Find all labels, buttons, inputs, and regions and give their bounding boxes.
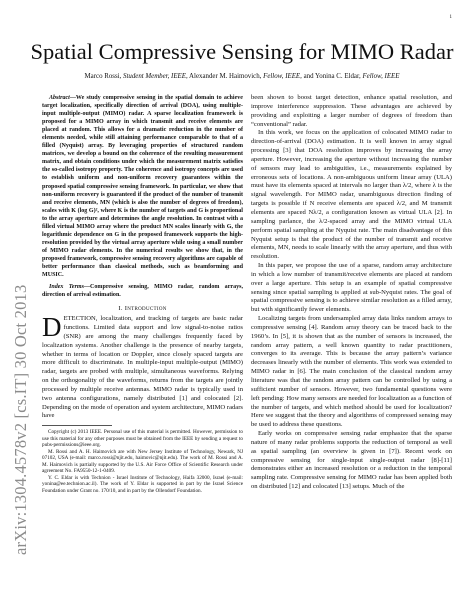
index-terms — [42, 283, 243, 299]
author-1: Marco Rossi, — [84, 73, 122, 80]
body-paragraph: Early works on compressive sensing radar emphasize that the sparse nature of many radar problems supports the reduction of temporal as well as spatial sampling (an overview is given in [7]). Recent work on compressive sensing for single-input single-output radar [8]-[11] demonstrates either an increased resolution or a reduction in the temporal sampling rate. Compressive sensing for MIMO radar has been applied both on distributed [12] and colocated [13] setups. Much of the — [251, 430, 452, 491]
page-number: 1 — [449, 15, 452, 20]
intro-paragraph — [42, 312, 243, 421]
body-paragraph: Localizing targets from undersampled array data links random arrays to compressive sensing [4]. Random array theory can be traced back to the 1960’s. In [5], it is shown that as the number of sensors is increased, the random array pattern, a well known quantity to radar practitioners, converges to its average. This is because the array pattern’s variance decreases linearly with the number of elements. This work was extended to MIMO radar in [6]. The main conclusion of the classical random array literature was that the random array pattern can be controlled by using a sufficient number of sensors. However, two fundamental questions were left pending: How many sensors are needed for localization as a function of the number of targets, and which method should be used for localization? Here we suggest that the theory and algorithms of compressed sensing may be used to address these questions. — [251, 315, 452, 429]
intro-text: ETECTION, localization, and tracking of targets are basic radar functions. Limited data support and low signal-to-noise ratios (SNR) are among the many challenges frequently faced by localization systems. Another challenge is the presence of nearby targets, whether in terms of location or Doppler, since closely spaced targets are more difficult to discriminate. In multiple-input multiple-output (MIMO) radar, targets are probed with multiple, simultaneous waveforms. Relying on the orthogonality of the waveforms, returns from the targets are jointly processed by multiple receive antennas. MIMO radar is typically used in two antenna configurations, namely distributed [1] and colocated [2]. Depending on the mode of operation and system architecture, MIMO radars have — [42, 315, 243, 420]
author-1-role: Student Member, IEEE, — [123, 73, 188, 80]
body-paragraph: In this work, we focus on the application of colocated MIMO radar to direction-of-arrival (DOA) estimation. It is well known in array signal processing [3] that DOA resolution improves by increasing the array aperture. However, increasing the aperture without increasing the number of sensors may lead to ambiguities, i.e., measurements explained by erroneous sets of locations. A non-ambiguous uniform linear array (ULA) must have its elements spaced at intervals no larger than λ/2, where λ is the signal wavelength. For MIMO radar, unambiguous direction finding of targets is possible if N receive elements are spaced λ/2, and M transmit elements are spaced Nλ/2, a configuration known as virtual ULA [2]. In sampling parlance, the λ/2-spaced array and the MIMO virtual ULA perform spatial sampling at the Nyquist rate. The main disadvantage of this Nyquist setup is that the product of the number of transmit and receive elements, MN, needs to scale linearly with the array aperture, and thus with resolution. — [251, 129, 452, 261]
paper-title: Spatial Compressive Sensing for MIMO Radar — [30, 39, 454, 64]
right-column — [251, 94, 452, 604]
footnote-copyright: Copyright (c) 2013 IEEE. Personal use of this material is permitted. However, permission to use this material for any other purposes must be obtained from the IEEE by sending a request to pubs-permissions@ieee.org. — [42, 429, 243, 449]
abstract-text: —We study compressive sensing in the spatial domain to achieve target localization, specifically direction of arrival (DOA), using multiple-input multiple-output (MIMO) radar. A sparse localization framework is proposed for a MIMO array in which transmit and receive elements are placed at random. This allows for a dramatic reduction in the number of elements needed, while still attaining performance comparable to that of a filled (Nyquist) array. By leveraging properties of structured random matrices, we develop a bound on the coherence of the resulting measurement matrix, and obtain conditions under which the measurement matrix satisfies the so-called isotropy property. The coherence and isotropy concepts are used to establish uniform and non-uniform recovery guarantees within the proposed spatial compressive sensing framework. In particular, we show that non-uniform recovery is guaranteed if the product of the number of transmit and receive elements, MN (which is also the number of degrees of freedom), scales with K (log G)², where K is the number of targets and G is proportional to the array aperture and determines the angle resolution. In contrast with a filled virtual MIMO array where the product MN scales linearly with G, the logarithmic dependence on G in the proposed framework supports the high-resolution provided by the virtual array aperture while using a small number of MIMO radar elements. In the numerical results we show that, in the proposed framework, compressive sensing recovery algorithms are capable of better performance than classical methods, such as beamforming and MUSIC. — [42, 95, 243, 279]
body-paragraph: In this paper, we propose the use of a sparse, random array architecture in which a low number of transmit/receive elements are placed at random over a large aperture. This setup is an example of spatial compressive sensing since spatial sampling is applied at sub-Nyquist rates. The goal of spatial compressive sensing is to achieve similar resolution as a filled array, but with significantly fewer elements. — [251, 262, 452, 314]
author-line — [30, 72, 454, 81]
body-paragraph: been shown to boost target detection, enhance spatial resolution, and improve interference suppression. These advantages are achieved by providing and exploiting a larger number of degrees of freedom than “conventional” radar. — [251, 94, 452, 128]
footnote-author-technion: Y. C. Eldar is with Technion - Israel Institute of Technology, Haifa 32000, Israel (e-mail: yonina@ee.technion.ac.il). The work of Y. Eldar is supported in part by the Israel Science Foundation under Grant no. 170/10, and in part by the Ollendorf Foundation. — [42, 474, 243, 494]
abstract-label: Abstract — [49, 95, 70, 101]
footnote-authors-njit: M. Rossi and A. H. Haimovich are with New Jersey Institute of Technology, Newark, NJ 07102, USA (e-mail: marco.rossi@njit.edu, haimovic@njit.edu). The work of M. Rossi and A. M. Haimovich is partially supported by the U.S. Air Force Office of Scientific Research under agreement No. FA9550-12-1-0409. — [42, 448, 243, 475]
left-column — [42, 94, 243, 604]
index-terms-text: —Compressive sensing, MIMO radar, random arrays, direction of arrival estimation. — [42, 284, 243, 299]
author-2: Alexander M. Haimovich, — [189, 73, 262, 80]
arxiv-stamp: arXiv:1304.4578v2 [cs.IT] 30 Oct 2013 — [11, 284, 30, 555]
drop-cap: D — [42, 312, 62, 343]
author-3: and Yonina C. Eldar, — [303, 73, 361, 80]
author-2-role: Fellow, IEEE, — [263, 73, 302, 80]
abstract — [42, 94, 243, 279]
section-heading: I. Introduction — [118, 305, 167, 313]
author-3-role: Fellow, IEEE — [362, 73, 400, 80]
index-terms-label: Index Terms — [49, 284, 84, 291]
footnote-rule — [42, 425, 112, 426]
